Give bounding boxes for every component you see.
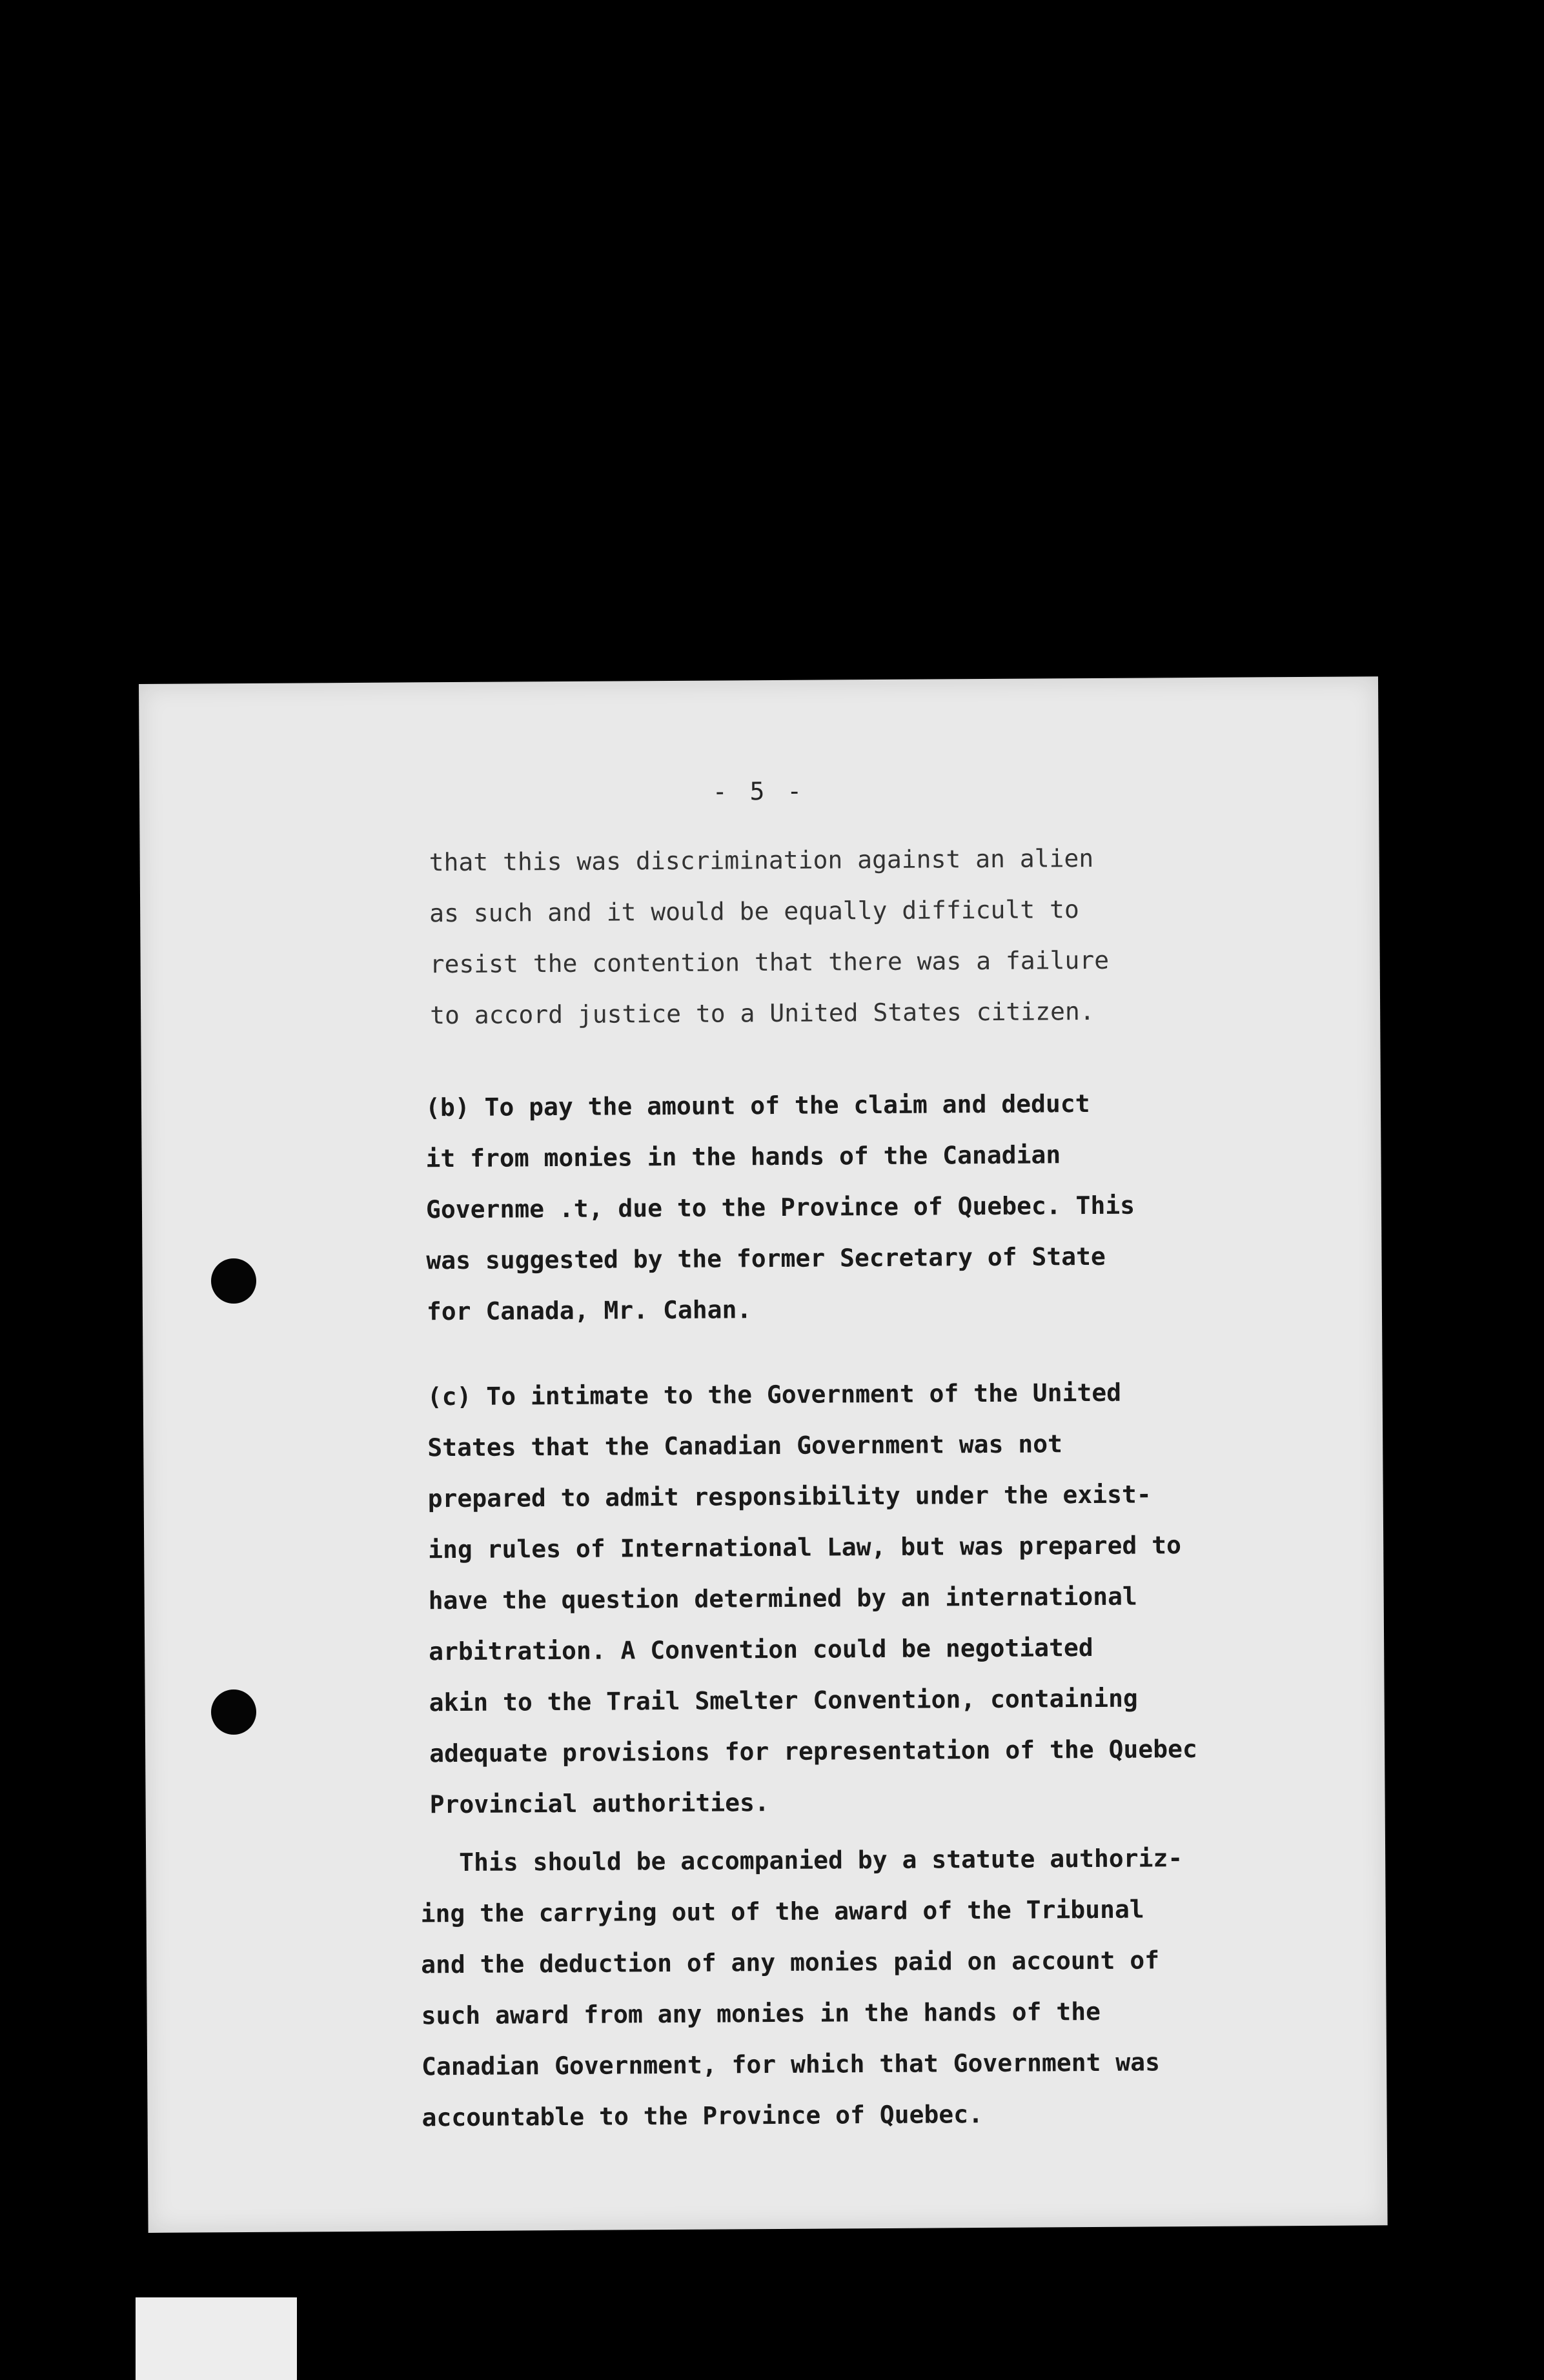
text-line: (c) To intimate to the Government of the United [427, 1378, 1122, 1411]
paragraph-intro [429, 833, 1109, 1041]
next-frame-edge [136, 2297, 297, 2380]
text-line: as such and it would be equally difficult to [429, 895, 1079, 928]
text-line: such award from any monies in the hands of the [421, 1997, 1101, 2030]
page-number: - 5 - [712, 776, 806, 806]
text-line: have the question determined by an international [428, 1582, 1137, 1615]
text-line: it from monies in the hands of the Canadian [425, 1140, 1061, 1173]
text-line: to accord justice to a United States citizen. [430, 996, 1095, 1030]
text-line: (b) To pay the amount of the claim and deduct [425, 1089, 1090, 1122]
text-line: prepared to admit responsibility under the exist- [427, 1480, 1152, 1513]
document-page [139, 676, 1388, 2233]
paragraph-b [425, 1078, 1136, 1338]
punch-hole [211, 1258, 256, 1304]
text-line: Governme .t, due to the Province of Quebec. This [425, 1191, 1135, 1224]
paragraph-c [427, 1367, 1198, 1830]
text-line: akin to the Trail Smelter Convention, containing [429, 1684, 1138, 1717]
text-line: Canadian Government, for which that Government was [421, 2048, 1161, 2081]
text-line: accountable to the Province of Quebec. [422, 2100, 984, 2132]
text-line: States that the Canadian Government was not [427, 1429, 1063, 1462]
text-line: ing the carrying out of the award of the Tribunal [420, 1895, 1144, 1928]
text-line: adequate provisions for representation of the Quebec [429, 1735, 1197, 1768]
text-line: Provincial authorities. [429, 1788, 769, 1819]
text-line: resist the contention that there was a failure [429, 945, 1110, 979]
paragraph-statute [420, 1833, 1184, 2143]
text-line: and the deduction of any monies paid on account of [420, 1946, 1160, 1979]
text-line: was suggested by the former Secretary of State [426, 1242, 1106, 1275]
text-line: that this was discrimination against an alien [429, 843, 1094, 877]
text-line: arbitration. A Convention could be negotiated [429, 1633, 1093, 1666]
text-line: This should be accompanied by a statute authoriz- [459, 1844, 1183, 1877]
punch-hole [211, 1689, 256, 1735]
text-line: ing rules of International Law, but was prepared to [428, 1531, 1182, 1564]
text-line: for Canada, Mr. Cahan. [426, 1295, 752, 1326]
